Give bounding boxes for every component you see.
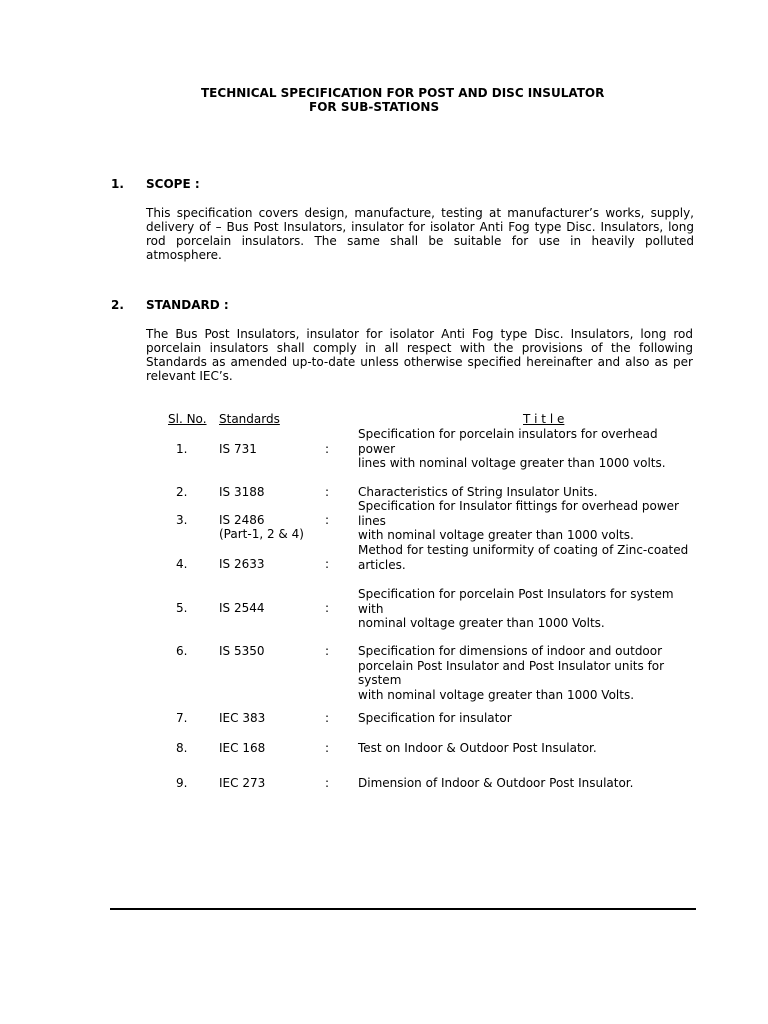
row-title: Method for testing uniformity of coating of Zinc-coated articles. — [358, 543, 689, 572]
row-standard-part: (Part-1, 2 & 4) — [219, 527, 304, 541]
row-title: Specification for porcelain insulators for overhead power lines with nominal voltage greater than 1000 volts. — [358, 427, 666, 470]
row-title: Specification for insulator — [358, 711, 512, 725]
row-standard: IEC 273 — [219, 776, 266, 790]
document-title-line-1: TECHNICAL SPECIFICATION FOR POST AND DISC INSULATOR — [201, 86, 605, 100]
row-sl-no: 4. — [176, 557, 188, 571]
row-title: Specification for dimensions of indoor and outdoor porcelain Post Insulator and Post Insulator units for system with nominal voltage greater than 1000 Volts. — [358, 644, 665, 702]
footer-rule — [110, 908, 696, 910]
row-title: Test on Indoor & Outdoor Post Insulator. — [358, 741, 597, 755]
row-colon: : — [325, 644, 330, 658]
section-1-body: This specification covers design, manufacture, testing at manufacturer’s works, supply, delivery of – Bus Post Insulators, insulator for isolator Anti Fog type Disc. Insulators, long rod porcelain insulators. The same shall be suitable for use in heavily polluted atmosphere. — [146, 206, 694, 262]
row-sl-no: 1. — [176, 442, 188, 456]
row-sl-no: 5. — [176, 601, 188, 615]
row-sl-no: 6. — [176, 644, 188, 658]
header-title: T i t l e — [523, 412, 565, 426]
row-standard: IS 2633 — [219, 557, 265, 571]
row-sl-no: 7. — [176, 711, 188, 725]
row-title: Dimension of Indoor & Outdoor Post Insulator. — [358, 776, 634, 790]
row-standard: IS 731 — [219, 442, 257, 456]
section-1-title: SCOPE : — [146, 177, 200, 191]
row-standard: IS 3188 — [219, 485, 265, 499]
header-standards: Standards — [219, 412, 280, 426]
row-colon: : — [325, 601, 330, 615]
section-1-number: 1. — [111, 177, 124, 191]
row-standard: IS 2544 — [219, 601, 265, 615]
row-standard: IEC 168 — [219, 741, 266, 755]
row-colon: : — [325, 557, 330, 571]
document-title-line-2: FOR SUB-STATIONS — [309, 100, 440, 114]
row-title: Specification for porcelain Post Insulators for system with nominal voltage greater than 1000 Volts. — [358, 587, 674, 630]
row-standard: IEC 383 — [219, 711, 266, 725]
row-title: Characteristics of String Insulator Units. — [358, 485, 598, 499]
row-colon: : — [325, 485, 330, 499]
row-standard: IS 2486 — [219, 513, 265, 527]
row-title: Specification for Insulator fittings for overhead power lines with nominal voltage greater than 1000 volts. — [358, 499, 679, 542]
row-sl-no: 8. — [176, 741, 188, 755]
header-sl-no: Sl. No. — [168, 412, 207, 426]
row-colon: : — [325, 513, 330, 527]
section-2-number: 2. — [111, 298, 124, 312]
row-colon: : — [325, 711, 330, 725]
row-colon: : — [325, 741, 330, 755]
section-2-title: STANDARD : — [146, 298, 229, 312]
section-2-body: The Bus Post Insulators, insulator for isolator Anti Fog type Disc. Insulators, long rod porcelain insulators shall comply in all respect with the provisions of the following Standards as amended up-to-date unless otherwise specified hereinafter and also as per relevant IEC’s. — [146, 327, 693, 383]
row-sl-no: 3. — [176, 513, 188, 527]
row-colon: : — [325, 442, 330, 456]
row-sl-no: 9. — [176, 776, 188, 790]
row-sl-no: 2. — [176, 485, 188, 499]
row-colon: : — [325, 776, 330, 790]
row-standard: IS 5350 — [219, 644, 265, 658]
